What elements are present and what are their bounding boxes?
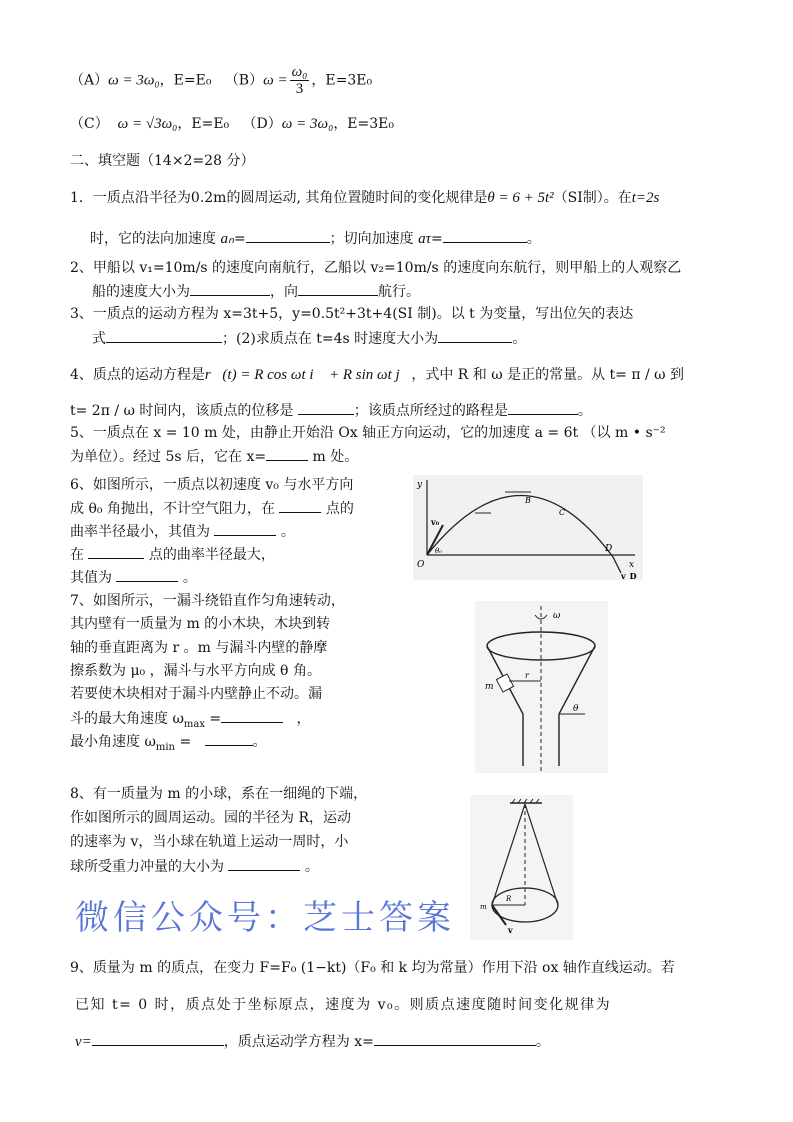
- q6-blank-min-value: [214, 521, 276, 536]
- q4-blank-displacement: [298, 400, 354, 415]
- q5-text: 为单位）。经过 5s 后，它在 x=: [70, 449, 267, 465]
- q4-text: t= 2π / ω 时间内，该质点的位移是: [70, 403, 294, 419]
- q9-period: 。: [535, 1034, 550, 1050]
- q1-eq: =: [431, 231, 443, 247]
- y-label: y: [417, 480, 423, 490]
- q5-blank: [266, 446, 308, 461]
- q8-line4: [70, 856, 319, 877]
- velocity-arrow: [492, 905, 506, 925]
- q1-eq: =: [233, 231, 246, 247]
- q3-text: 。: [512, 331, 527, 347]
- q8-line1: 8、有一质量为 m 的小球，系在一细绳的下端，: [70, 786, 368, 802]
- q1-formula: θ = 6 + 5t²: [487, 190, 554, 206]
- q1-blank-an: [246, 228, 330, 243]
- wood-block: [496, 674, 513, 692]
- q6-line2: [70, 498, 354, 519]
- q1-period: 。: [526, 231, 541, 247]
- option-a-tail: ，E=E₀: [159, 72, 212, 89]
- q6-text: 成 θ₀ 角抛出，不计空气阻力，在: [70, 501, 275, 517]
- q3-blank-speed: [438, 328, 512, 343]
- q3-text: ；(2)求质点在 t=4s 时速度大小为: [222, 331, 439, 347]
- q8-blank: [228, 856, 300, 871]
- q9-blank-v: [92, 1031, 224, 1046]
- theta-label: θ: [573, 704, 579, 714]
- mass-label: m: [480, 903, 487, 911]
- v0-label: v₀: [431, 517, 440, 527]
- q8-text: 球所受重力冲量的大小为: [70, 859, 224, 875]
- q4-line1: [70, 365, 684, 385]
- q6-text: 其值为: [70, 570, 112, 586]
- q6-line4: [70, 544, 275, 565]
- projectile-figure: [413, 475, 643, 580]
- section-heading: 二、填空题（14×2=28 分）: [70, 153, 255, 169]
- option-c-expr: ω = √3ω₀: [117, 116, 178, 132]
- option-d-expr: ω = 3ω₀: [281, 116, 334, 132]
- q7-line5: 若要使木块相对于漏斗内壁静止不动。漏: [70, 686, 322, 702]
- q6-blank-max-value: [116, 567, 178, 582]
- q2-line2: [92, 281, 420, 302]
- option-b-label: （B）: [224, 72, 264, 89]
- option-a-b-line: [70, 64, 372, 97]
- q4-text: ；该质点所经过的路程是: [353, 403, 508, 419]
- q7-period: 。: [252, 734, 267, 750]
- q1-at: aτ: [418, 231, 431, 247]
- q4-text: ，式中 R 和 ω 是正的常量。从 t= π / ω 到: [411, 367, 685, 383]
- q1-line2: [90, 228, 541, 249]
- q9-v: v=: [75, 1034, 92, 1050]
- conical-pendulum-figure: [470, 795, 573, 940]
- vd-label: v_D: [621, 571, 637, 580]
- theta0-label: θ₀: [435, 547, 443, 555]
- origin-label: O: [417, 560, 425, 570]
- q7-line4: 擦系数为 μ₀ ，漏斗与水平方向成 θ 角。: [70, 663, 321, 679]
- q6-line1: 6、如图所示，一质点以初速度 v₀ 与水平方向: [70, 477, 354, 493]
- option-c-d-line: [70, 114, 394, 134]
- q7-text: 斗的最大角速度 ω: [70, 711, 184, 727]
- q4-formula: r⃗(t) = R cos ωt i⃗ + R sin ωt j⃗: [204, 367, 412, 383]
- q6-text: 点的曲率半径最大，: [148, 547, 275, 563]
- q6-text: 曲率半径最小，其值为: [70, 524, 210, 540]
- q3-line1: 3、一质点的运动方程为 x=3t+5，y=0.5t²+3t+4(SI 制)。以 t 为变量，写出位矢的表达: [70, 306, 634, 322]
- q1-text: 1．一质点沿半径为0.2m的圆周运动, 其角位置随时间的变化规律是: [70, 190, 488, 206]
- q8-line3: 的速率为 v，当小球在轨道上运动一周时，小: [70, 834, 349, 850]
- q6-blank-max-point: [88, 544, 144, 559]
- q2-text: ，向: [270, 284, 298, 300]
- q8-period: 。: [304, 859, 319, 875]
- q9-text: ，质点运动学方程为 x=: [223, 1034, 374, 1050]
- q1-blank-at: [443, 228, 527, 243]
- q7-line2: 其内壁有一质量为 m 的小木块，木块到转: [70, 616, 331, 632]
- q9-blank-x: [374, 1031, 536, 1046]
- q4-line2: [70, 400, 592, 421]
- watermark: 微信公众号：芝士答案: [75, 898, 455, 938]
- q8-line2: 作如图所示的圆周运动。园的半径为 R，运动: [70, 810, 351, 826]
- trajectory-curve: [427, 495, 621, 573]
- omega-label: ω: [553, 611, 561, 621]
- q4-text: 。: [577, 403, 592, 419]
- q3-blank-vector: [106, 328, 222, 343]
- q5-line2: [70, 446, 358, 467]
- q1-time: t=2s: [631, 190, 660, 206]
- q9-line1: 9、质量为 m 的质点，在变力 F=F₀ (1−kt)（F₀ 和 k 均为常量）作用下沿 ox 轴作直线运动。若: [70, 960, 675, 976]
- q1-text: 时，它的法向加速度: [90, 231, 216, 247]
- q7-blank-max: [221, 708, 283, 723]
- funnel-figure: [475, 601, 608, 773]
- q7-sub-max: max: [183, 718, 205, 730]
- funnel-diagram: [475, 601, 608, 773]
- q7-comma: ，: [296, 711, 311, 727]
- q2-text: 船的速度大小为: [92, 284, 190, 300]
- q2-line1: 2、甲船以 v₁=10m/s 的速度向南航行，乙船以 v₂=10m/s 的速度向东航行，则甲船上的人观察乙: [70, 260, 682, 276]
- q5-text: m 处。: [312, 449, 359, 465]
- q7-eq: =: [175, 734, 192, 750]
- option-d-label: （D）: [242, 116, 282, 132]
- x-label: x: [629, 560, 635, 570]
- q2-text: 航行。: [378, 284, 420, 300]
- q5-line1: 5、一质点在 x = 10 m 处，由静止开始沿 Ox 轴正方向运动，它的加速度 a = 6t （以 m • s⁻²: [70, 425, 666, 441]
- q3-text: 式: [92, 331, 106, 347]
- mass-label: m: [485, 682, 494, 692]
- option-a-expr: ω = 3ω₀: [108, 72, 160, 89]
- q6-text: 在: [70, 547, 84, 563]
- velocity-label: v: [508, 925, 513, 935]
- option-a-label: （A）: [70, 72, 109, 89]
- fraction-numerator: ω₀: [291, 64, 308, 80]
- option-c-tail: ，E=E₀: [177, 116, 230, 132]
- q7-line1: 7、如图所示，一漏斗绕铅直作匀角速转动，: [70, 593, 345, 609]
- option-b-expr: ω =: [263, 72, 288, 89]
- q9-line2: 已知 t= 0 时，质点处于坐标原点，速度为 v₀。则质点速度随时间变化规律为: [75, 997, 612, 1013]
- q7-text: 最小角速度 ω: [70, 734, 156, 750]
- q3-line2: [92, 328, 526, 349]
- q4-blank-path: [508, 400, 578, 415]
- point-d-label: D: [605, 544, 613, 554]
- q2-blank-speed: [190, 281, 270, 296]
- q7-line3: 轴的垂直距离为 r 。m 与漏斗内壁的静摩: [70, 640, 328, 656]
- radius-label: R: [506, 895, 512, 903]
- q1-an: aₙ: [220, 231, 234, 247]
- q7-eq: =: [204, 711, 222, 727]
- q6-line3: [70, 521, 295, 542]
- q1-text: （SI制）。在: [553, 190, 632, 206]
- q1-line1: [70, 188, 659, 208]
- q7-line7: [70, 731, 267, 758]
- projectile-diagram: [413, 475, 643, 580]
- q7-blank-min: [205, 731, 253, 746]
- point-c-label: C: [559, 508, 566, 517]
- fraction-denominator: 3: [295, 81, 304, 97]
- option-b-tail: ，E=3E₀: [311, 72, 373, 89]
- conical-pendulum-diagram: [470, 795, 573, 940]
- option-d-tail: ，E=3E₀: [333, 116, 395, 132]
- q6-text: 。: [280, 524, 295, 540]
- q2-blank-direction: [298, 281, 378, 296]
- q6-line5: [70, 567, 197, 588]
- q4-text: 4、质点的运动方程是: [70, 367, 205, 383]
- q1-text: ；切向加速度: [329, 231, 414, 247]
- q6-text: 点的: [325, 501, 354, 517]
- option-b-fraction: [290, 64, 310, 97]
- q6-text: 。: [182, 570, 197, 586]
- q7-sub-min: min: [155, 741, 175, 753]
- point-b-label: B: [525, 496, 531, 505]
- q6-blank-min-point: [279, 498, 321, 513]
- q9-line3: [75, 1031, 550, 1052]
- radius-label: r: [525, 671, 529, 680]
- option-c-label: （C）: [70, 116, 109, 132]
